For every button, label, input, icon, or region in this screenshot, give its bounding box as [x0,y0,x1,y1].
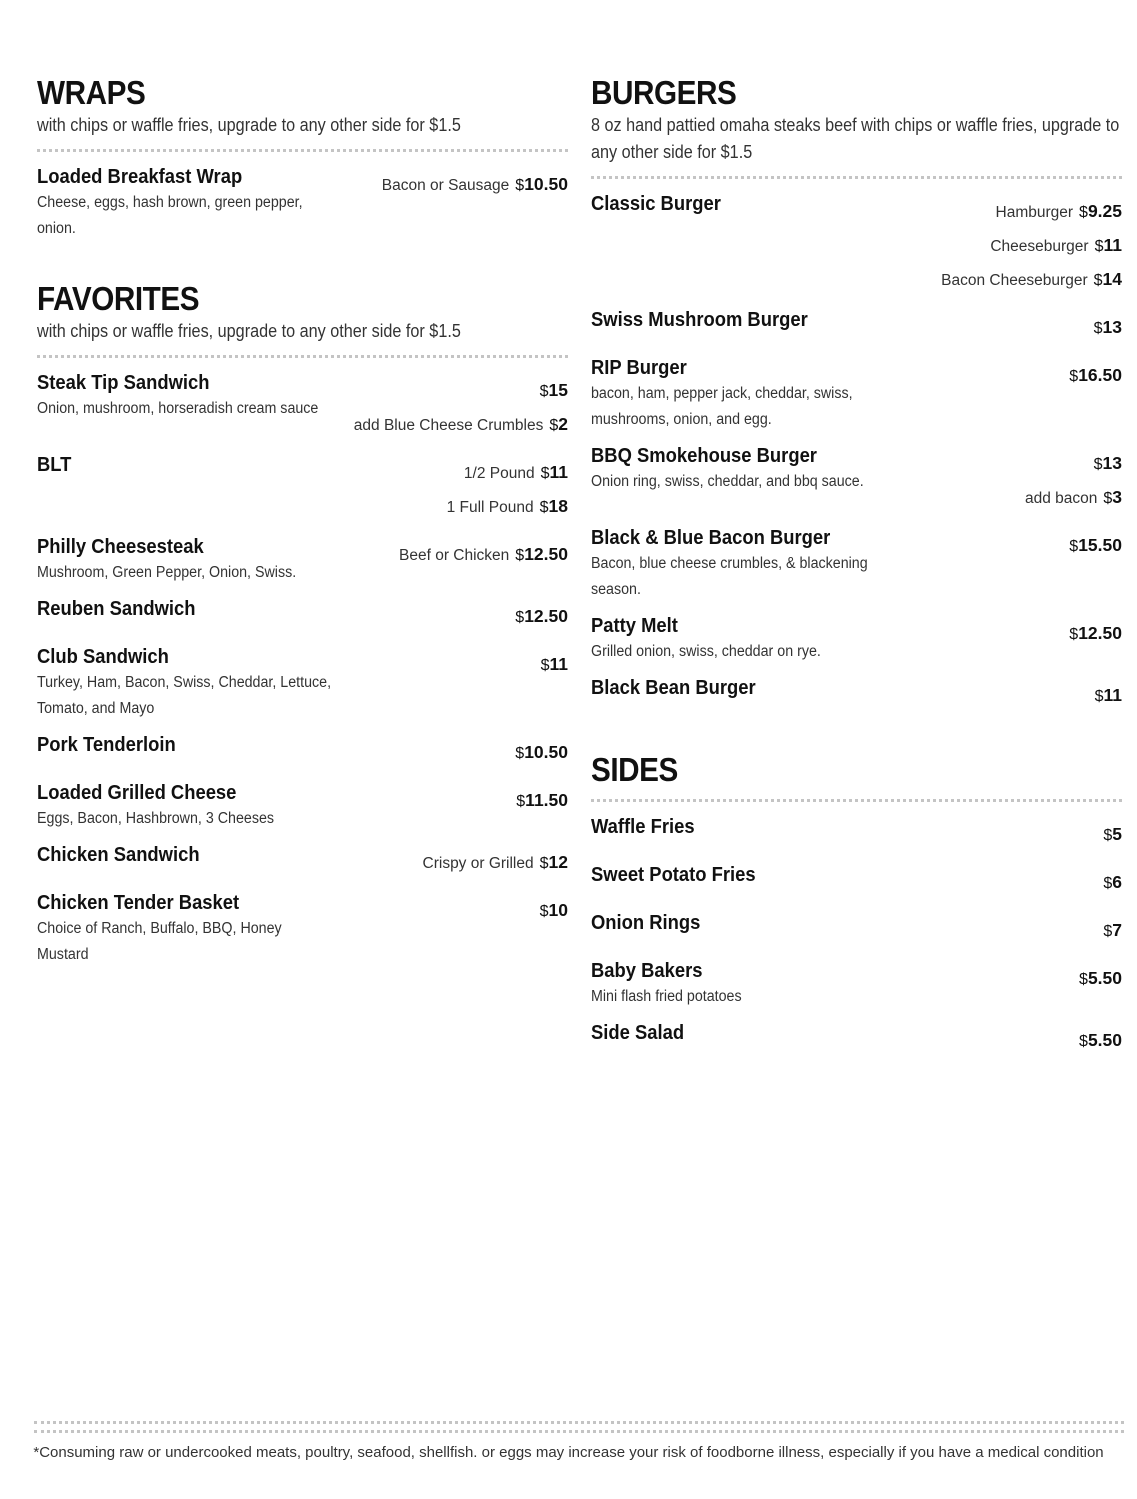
menu-item-prices [515,596,568,634]
menu-item [37,644,568,722]
right-column [591,74,1122,1096]
menu-item-prices [515,732,568,770]
menu-item-prices [382,164,568,202]
price-option [1079,962,1122,996]
menu-item-info [591,307,891,333]
health-disclaimer: *Consuming raw or undercooked meats, poultry, seafood, shellfish. or eggs may increase your risk of foodborne illness, especially if you have a medical condition [33,1444,1104,1461]
menu-item-prices [1079,958,1122,996]
menu-item-name: Philly Cheesesteak [37,536,204,558]
price-amount: 15 [548,380,568,400]
menu-item-info [37,370,337,422]
menu-item [591,814,1122,852]
sides-section [591,751,1122,1058]
menu-item-name: BBQ Smokehouse Burger [591,445,817,467]
menu-item [591,525,1122,603]
menu-item [37,596,568,634]
price-option [423,846,568,880]
menu-item-info [37,452,337,478]
price-option [941,229,1122,263]
menu-item-info [37,164,337,242]
currency-symbol: $ [1103,827,1113,844]
menu-item [591,443,1122,515]
left-column [37,74,568,1006]
menu-item-name: Onion Rings [591,912,701,934]
price-option-label: 1/2 Pound [463,465,535,482]
price-amount: 13 [1102,453,1122,473]
menu-item [37,732,568,770]
menu-item [37,780,568,832]
currency-symbol: $ [515,547,525,564]
price-option [515,600,568,634]
menu-item-info [37,890,337,968]
menu-item-prices [541,644,568,682]
price-amount: 10.50 [524,742,568,762]
price-amount: 10.50 [524,174,568,194]
section-subtitle: with chips or waffle fries, upgrade to any other side for $1.5 [37,115,461,135]
price-option-label: add Blue Cheese Crumbles [353,417,544,434]
price-option [1025,481,1122,515]
price-option [354,374,568,408]
menu-item [591,910,1122,948]
menu-item-prices [447,452,568,524]
price-option [1025,447,1122,481]
menu-item-prices [1079,1020,1122,1058]
price-option [941,263,1122,297]
price-option-label: add bacon [1024,490,1098,507]
menu-item-info [37,596,337,622]
price-amount: 5.50 [1087,968,1122,988]
price-option [1079,1024,1122,1058]
price-amount: 11 [549,462,568,482]
dotted-divider [37,355,568,358]
currency-symbol: $ [539,855,549,872]
menu-item-description: Turkey, Ham, Bacon, Swiss, Cheddar, Lettuce, Tomato, and Mayo [37,674,332,717]
menu-item-prices [1103,814,1122,852]
currency-symbol: $ [515,177,525,194]
currency-symbol: $ [1094,238,1104,255]
currency-symbol: $ [539,383,549,400]
price-amount: 6 [1112,872,1122,892]
price-option [1069,359,1122,393]
currency-symbol: $ [540,465,550,482]
currency-symbol: $ [1069,626,1079,643]
currency-symbol: $ [1079,971,1088,988]
menu-item-name: Side Salad [591,1022,685,1044]
price-amount: 12 [548,852,568,872]
menu-item [591,675,1122,713]
price-amount: 11 [1103,235,1122,255]
menu-item-info [37,534,337,586]
menu-item [37,890,568,968]
price-amount: 12.50 [1078,623,1122,643]
currency-symbol: $ [515,609,525,626]
menu-item-name: Waffle Fries [591,816,695,838]
price-amount: 3 [1112,487,1122,507]
price-option [399,538,568,572]
section-title: BURGERS [591,74,737,111]
currency-symbol: $ [549,417,559,434]
currency-symbol: $ [1079,204,1088,221]
menu-item [37,164,568,242]
menu-item-prices [423,842,568,880]
price-amount: 2 [558,414,568,434]
menu-item-name: Chicken Sandwich [37,844,200,866]
price-amount: 11 [1103,685,1122,705]
section-title: WRAPS [37,74,146,111]
menu-item-name: Black & Blue Bacon Burger [591,527,831,549]
menu-item-prices [540,890,568,928]
menu-item [591,958,1122,1010]
price-amount: 5 [1112,824,1122,844]
menu-item-name: Club Sandwich [37,646,169,668]
menu-item-prices [941,191,1122,297]
menu-item-prices [1069,525,1122,563]
section-title: SIDES [591,751,678,788]
currency-symbol: $ [1079,1033,1088,1050]
menu-item-info [591,191,891,217]
menu-item [37,370,568,442]
menu-item-name: Reuben Sandwich [37,598,196,620]
menu-item-description: Grilled onion, swiss, cheddar on rye. [591,643,821,660]
menu-item-name: Baby Bakers [591,960,703,982]
price-amount: 15.50 [1078,535,1122,555]
section-title: FAVORITES [37,280,200,317]
price-option [447,456,568,490]
menu-item-name: Pork Tenderloin [37,734,176,756]
price-option [354,408,568,442]
price-amount: 7 [1112,920,1122,940]
price-option [540,894,568,928]
price-amount: 16.50 [1078,365,1122,385]
menu-item [591,862,1122,900]
wraps-section [37,74,568,242]
price-option [382,168,568,202]
section-subtitle: with chips or waffle fries, upgrade to any other side for $1.5 [37,321,461,341]
menu-item-prices [354,370,568,442]
price-option-label: Cheeseburger [990,238,1089,255]
menu-item-info [591,862,891,888]
price-option-label: 1 Full Pound [446,499,534,516]
currency-symbol: $ [1094,688,1104,705]
menu-item-name: BLT [37,454,72,476]
currency-symbol: $ [1103,923,1113,940]
price-amount: 5.50 [1087,1030,1122,1050]
menu-item-description: Bacon, blue cheese crumbles, & blackening season. [591,555,868,598]
currency-symbol: $ [540,657,550,674]
menu-item-prices [516,780,568,818]
price-option-label: Bacon Cheeseburger [941,272,1088,289]
menu-item [591,1020,1122,1058]
price-option [515,736,568,770]
menu-item-info [591,1020,891,1046]
price-amount: 12.50 [524,544,568,564]
price-option-label: Hamburger [995,204,1074,221]
price-option [941,195,1122,229]
price-option [1069,617,1122,651]
currency-symbol: $ [1093,272,1103,289]
menu-item [591,355,1122,433]
menu-item-description: bacon, ham, pepper jack, cheddar, swiss, mushrooms, onion, and egg. [591,385,853,428]
price-option [1103,866,1122,900]
price-option [516,784,568,818]
menu-item [37,842,568,880]
menu-item-name: Chicken Tender Basket [37,892,240,914]
menu-item-info [591,613,891,665]
menu-item-description: Eggs, Bacon, Hashbrown, 3 Cheeses [37,810,275,827]
price-option [447,490,568,524]
menu-item [591,307,1122,345]
dotted-divider [591,799,1122,802]
menu-item-name: Steak Tip Sandwich [37,372,210,394]
menu-item-info [591,675,891,701]
menu-item-name: Loaded Breakfast Wrap [37,166,243,188]
price-option [1095,679,1122,713]
currency-symbol: $ [515,745,525,762]
menu-item-description: Onion, mushroom, horseradish cream sauce [37,400,319,417]
menu-item-info [37,644,337,722]
menu-item-info [591,958,891,1010]
menu-item-description: Choice of Ranch, Buffalo, BBQ, Honey Mustard [37,920,282,963]
price-option [1103,818,1122,852]
menu-item-info [591,355,891,433]
currency-symbol: $ [1103,490,1113,507]
menu-item-name: Swiss Mushroom Burger [591,309,808,331]
menu-item-name: RIP Burger [591,357,687,379]
burgers-section [591,74,1122,713]
menu-item-info [37,842,337,868]
dotted-divider [37,149,568,152]
menu-item-prices [1103,910,1122,948]
menu-item-prices [1069,613,1122,651]
menu-item-name: Classic Burger [591,193,721,215]
currency-symbol: $ [516,793,526,810]
menu-item-description: Cheese, eggs, hash brown, green pepper, onion. [37,194,303,237]
section-subtitle: 8 oz hand pattied omaha steaks beef with chips or waffle fries, upgrade to any other side for $1.5 [591,115,1120,162]
menu-item-prices [1095,675,1122,713]
menu-item [591,191,1122,297]
price-option [541,648,568,682]
price-option-label: Beef or Chicken [399,547,510,564]
price-option [1103,914,1122,948]
menu-item-prices [1103,862,1122,900]
menu-item-info [591,443,891,495]
menu-item-name: Patty Melt [591,615,678,637]
menu-item-info [591,525,891,603]
menu-item-prices [1025,443,1122,515]
favorites-section [37,280,568,968]
currency-symbol: $ [1103,875,1113,892]
price-option [1069,529,1122,563]
menu-item-prices [1069,355,1122,393]
menu-item-info [37,732,337,758]
menu-item [37,452,568,524]
price-amount: 10 [548,900,568,920]
menu-item-name: Loaded Grilled Cheese [37,782,237,804]
currency-symbol: $ [1069,368,1079,385]
price-amount: 14 [1102,269,1122,289]
price-amount: 11 [549,654,568,674]
price-option-label: Bacon or Sausage [381,177,510,194]
footer-divider [34,1421,1124,1433]
price-amount: 11.50 [525,790,568,810]
price-amount: 18 [548,496,568,516]
currency-symbol: $ [1093,456,1103,473]
price-amount: 9.25 [1087,201,1122,221]
menu-item-description: Mushroom, Green Pepper, Onion, Swiss. [37,564,297,581]
price-amount: 12.50 [524,606,568,626]
price-option [1094,311,1122,345]
menu-item [591,613,1122,665]
currency-symbol: $ [539,499,549,516]
dotted-divider [591,176,1122,179]
menu-item-description: Onion ring, swiss, cheddar, and bbq sauce. [591,473,864,490]
menu-item-name: Black Bean Burger [591,677,756,699]
currency-symbol: $ [539,903,549,920]
menu-item-info [37,780,337,832]
menu-item-name: Sweet Potato Fries [591,864,756,886]
menu-item-prices [1094,307,1122,345]
price-option-label: Crispy or Grilled [422,855,534,872]
menu-item [37,534,568,586]
menu-item-info [591,814,891,840]
currency-symbol: $ [1093,320,1103,337]
menu-item-description: Mini flash fried potatoes [591,988,742,1005]
currency-symbol: $ [1069,538,1079,555]
menu-item-info [591,910,891,936]
price-amount: 13 [1102,317,1122,337]
menu-item-prices [399,534,568,572]
